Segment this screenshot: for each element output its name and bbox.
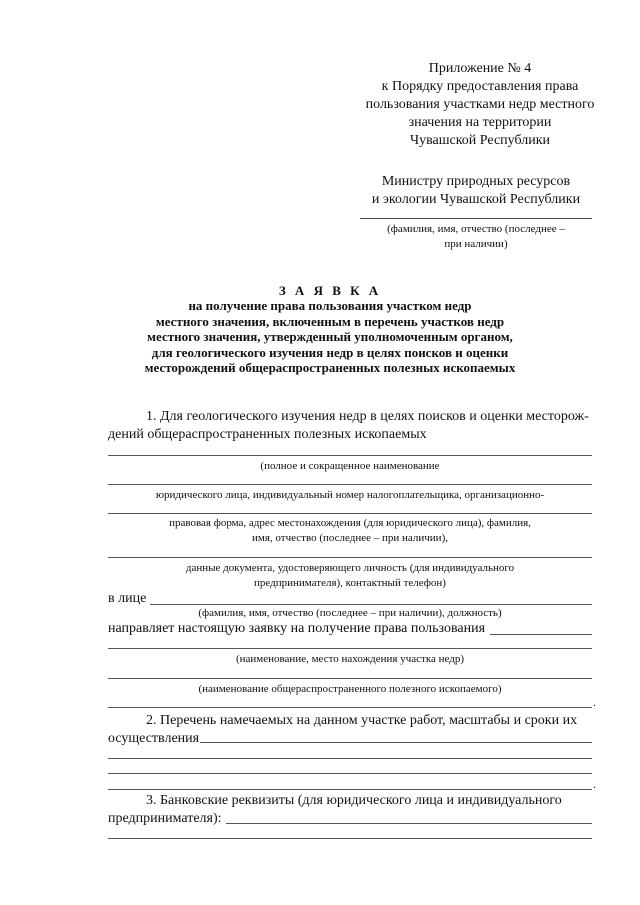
appendix-line: Чувашской Республики — [409, 133, 551, 148]
right-type-fill-line[interactable] — [490, 634, 592, 635]
subtitle-line: месторождений общераспространенных полезных ископаемых — [144, 360, 516, 375]
document-subtitle — [110, 298, 550, 376]
paragraph-line: осуществления — [108, 731, 200, 746]
works-fill-line[interactable] — [108, 773, 592, 774]
works-fill-line[interactable] — [108, 789, 592, 790]
mineral-fill-line[interactable] — [108, 678, 592, 679]
paragraph-line: 3. Банковские реквизиты (для юридического лица и индивидуального — [146, 793, 562, 808]
paragraph-line: дений общераспространенных полезных ископаемых — [108, 427, 427, 442]
applicant-fill-line[interactable] — [108, 557, 592, 558]
caption-text: данные документа, удостоверяющего личность (для индивидуального — [185, 562, 515, 574]
end-mark: . — [593, 777, 596, 791]
subtitle-line: местного значения, утвержденный уполномоченным органом, — [147, 329, 513, 344]
caption-text: предпринимателя), контактный телефон) — [254, 577, 446, 589]
appendix-line: пользования участками недр местного — [365, 97, 595, 112]
caption-text: имя, отчество (последнее – при наличии), — [252, 532, 448, 544]
caption-text: (фамилия, имя, отчество (последнее – — [387, 223, 565, 235]
addressee-line: и экологии Чувашской Республики — [371, 192, 581, 207]
applicant-fill-line[interactable] — [108, 513, 592, 514]
applicant-fill-line[interactable] — [108, 484, 592, 485]
caption-text: правовая форма, адрес местонахождения (для юридического лица), фамилия, — [169, 517, 531, 529]
subtitle-line: на получение права пользования участком недр — [188, 298, 472, 313]
addressee-name-line — [360, 218, 592, 219]
sends-text: направляет настоящую заявку на получение права пользования — [108, 621, 486, 636]
section1-text — [108, 408, 592, 444]
paragraph-line: 1. Для геологического изучения недр в целях поисков и оценки месторож- — [146, 409, 589, 424]
paragraph-line: предпринимателя): — [108, 811, 222, 826]
addressee-line: Министру природных ресурсов — [381, 174, 571, 189]
representative-fill-line[interactable] — [150, 604, 592, 605]
paragraph-line: 2. Перечень намечаемых на данном участке работ, масштабы и сроки их — [146, 713, 578, 728]
appendix-number: Приложение № 4 — [428, 61, 532, 76]
works-fill-line[interactable] — [200, 742, 592, 743]
appendix-header — [360, 60, 600, 150]
works-fill-line[interactable] — [108, 758, 592, 759]
site-fill-line[interactable] — [108, 648, 592, 649]
document-title: З А Я В К А — [278, 283, 382, 298]
extra-fill-line[interactable] — [108, 707, 592, 708]
subtitle-line: местного значения, включенным в перечень участков недр — [155, 313, 505, 329]
addressee — [360, 173, 592, 209]
appendix-line: значения на территории — [408, 115, 552, 130]
caption-text: юридического лица, индивидуальный номер налогоплательщика, организационно- — [155, 489, 545, 501]
end-mark: . — [593, 695, 596, 709]
in-person-label: в лице — [108, 591, 147, 606]
appendix-line: к Порядку предоставления права — [381, 79, 579, 94]
applicant-fill-line[interactable] — [108, 455, 592, 456]
caption-text: при наличии) — [444, 238, 508, 250]
caption-text: (наименование, место нахождения участка недр) — [235, 653, 465, 665]
bank-details-fill-line[interactable] — [226, 823, 592, 824]
caption-text: (полное и сокращенное наименование — [260, 460, 440, 472]
bank-details-fill-line[interactable] — [108, 838, 592, 839]
addressee-caption — [360, 222, 592, 252]
caption-text: (фамилия, имя, отчество (последнее – при наличии), должность) — [198, 607, 502, 619]
subtitle-line: для геологического изучения недр в целях поисков и оценки — [151, 344, 509, 360]
caption-text: (наименование общераспространенного полезного ископаемого) — [198, 683, 502, 695]
